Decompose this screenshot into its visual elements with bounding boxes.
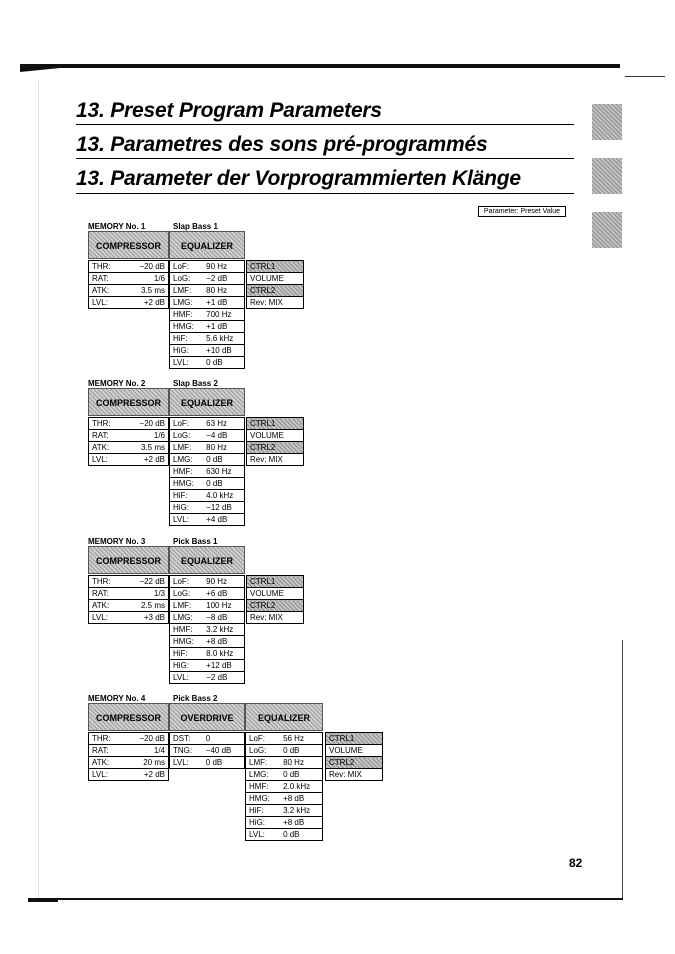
param-row xyxy=(170,514,245,526)
ctrl-cell: CTRL2 xyxy=(247,285,304,297)
preset-name-label: Pick Bass 1 xyxy=(173,537,218,546)
param-value: −2 dB xyxy=(203,672,244,684)
param-name: HiF: xyxy=(170,490,204,502)
param-value: 0 dB xyxy=(203,454,244,466)
compressor-header: COMPRESSOR xyxy=(88,388,169,416)
compressor-table xyxy=(88,575,169,624)
equalizer-table xyxy=(169,417,245,526)
title-english: 13. Preset Program Parameters xyxy=(76,99,382,122)
param-name: LoG: xyxy=(170,588,204,600)
param-row xyxy=(246,805,323,817)
param-name: HiF: xyxy=(170,333,204,345)
section-tab xyxy=(592,212,622,248)
ctrl-cell: CTRL1 xyxy=(247,576,304,588)
param-value: 100 Hz xyxy=(203,600,244,612)
param-name: LVL: xyxy=(170,672,204,684)
compressor-header: COMPRESSOR xyxy=(88,703,169,731)
param-value: +12 dB xyxy=(203,660,244,672)
compressor-table xyxy=(88,417,169,466)
ctrl-cell: CTRL1 xyxy=(326,733,383,745)
param-name: ATK: xyxy=(89,600,124,612)
param-value: −12 dB xyxy=(203,502,244,514)
param-name: THR: xyxy=(89,576,124,588)
compressor-table xyxy=(88,732,169,781)
ctrl-row xyxy=(326,745,383,757)
param-name: HMF: xyxy=(170,624,204,636)
param-name: LVL: xyxy=(170,514,204,526)
equalizer-table xyxy=(245,732,323,841)
param-name: THR: xyxy=(89,418,124,430)
compressor-header: COMPRESSOR xyxy=(88,546,169,574)
ctrl-assignment-table xyxy=(246,575,304,624)
ctrl-row xyxy=(326,769,383,781)
param-row xyxy=(246,817,323,829)
ctrl-row xyxy=(247,297,304,309)
param-name: HMG: xyxy=(170,478,204,490)
param-value: 0 dB xyxy=(280,745,322,757)
param-value: +8 dB xyxy=(280,817,322,829)
param-name: HiG: xyxy=(170,345,204,357)
param-value: 1/4 xyxy=(124,745,169,757)
param-value: 80 Hz xyxy=(280,757,322,769)
equalizer-header: EQUALIZER xyxy=(169,231,245,259)
param-row xyxy=(170,478,245,490)
param-name: LMG: xyxy=(170,612,204,624)
param-name: HiG: xyxy=(246,817,281,829)
equalizer-header: EQUALIZER xyxy=(245,703,323,731)
param-name: RAT: xyxy=(89,588,124,600)
param-value: 56 Hz xyxy=(280,733,322,745)
ctrl-row xyxy=(247,442,304,454)
param-value: 4.0 kHz xyxy=(203,490,244,502)
param-value: −22 dB xyxy=(124,576,169,588)
param-name: LoF: xyxy=(170,418,204,430)
param-value: 1/3 xyxy=(124,588,169,600)
overdrive-table xyxy=(169,732,245,769)
param-row xyxy=(170,430,245,442)
param-row xyxy=(170,442,245,454)
param-value: 1/6 xyxy=(124,273,169,285)
param-value: 8.0 kHz xyxy=(203,648,244,660)
param-value: −8 dB xyxy=(203,612,244,624)
ctrl-row xyxy=(247,588,304,600)
param-value: +1 dB xyxy=(203,297,244,309)
param-name: TNG: xyxy=(170,745,203,757)
param-row xyxy=(170,333,245,345)
param-row xyxy=(89,588,169,600)
param-name: LMF: xyxy=(170,600,204,612)
param-row xyxy=(170,297,245,309)
param-value: 700 Hz xyxy=(203,309,244,321)
param-value: 630 Hz xyxy=(203,466,244,478)
ctrl-cell: Rev: MIX xyxy=(326,769,383,781)
param-value: 63 Hz xyxy=(203,418,244,430)
right-margin-line xyxy=(622,640,623,900)
param-name: LoF: xyxy=(170,261,204,273)
param-name: LoF: xyxy=(246,733,281,745)
param-row xyxy=(246,781,323,793)
param-row xyxy=(170,490,245,502)
param-value: 1/6 xyxy=(124,430,169,442)
param-row xyxy=(170,672,245,684)
ctrl-row xyxy=(247,285,304,297)
param-row xyxy=(89,576,169,588)
param-row xyxy=(89,273,169,285)
title-german: 13. Parameter der Vorprogrammierten Klänge xyxy=(76,167,521,190)
param-row xyxy=(170,757,245,769)
title-rule xyxy=(76,124,574,125)
param-value: +3 dB xyxy=(124,612,169,624)
param-row xyxy=(170,285,245,297)
memory-number-label: MEMORY No. 1 xyxy=(88,222,146,231)
param-name: HiG: xyxy=(170,502,204,514)
param-name: LMF: xyxy=(170,442,204,454)
param-name: LVL: xyxy=(89,297,124,309)
param-row xyxy=(246,793,323,805)
param-row xyxy=(170,502,245,514)
param-name: LoF: xyxy=(170,576,204,588)
param-row xyxy=(89,733,169,745)
param-value: 80 Hz xyxy=(203,442,244,454)
param-value: −4 dB xyxy=(203,430,244,442)
param-name: HiF: xyxy=(246,805,281,817)
section-tab xyxy=(592,104,622,140)
param-value: −20 dB xyxy=(124,261,169,273)
param-name: HMF: xyxy=(170,466,204,478)
param-value: 3.2 kHz xyxy=(203,624,244,636)
ctrl-cell: Rev: MIX xyxy=(247,454,304,466)
param-row xyxy=(170,466,245,478)
param-value: +8 dB xyxy=(203,636,244,648)
param-row xyxy=(246,769,323,781)
preset-name-label: Pick Bass 2 xyxy=(173,694,218,703)
param-row xyxy=(246,829,323,841)
compressor-header: COMPRESSOR xyxy=(88,231,169,259)
param-row xyxy=(89,769,169,781)
param-name: LMG: xyxy=(170,454,204,466)
param-row xyxy=(89,745,169,757)
compressor-table xyxy=(88,260,169,309)
param-value: +2 dB xyxy=(124,454,169,466)
param-name: DST: xyxy=(170,733,203,745)
param-value: 0 dB xyxy=(280,829,322,841)
ctrl-cell: VOLUME xyxy=(247,273,304,285)
ctrl-cell: CTRL2 xyxy=(326,757,383,769)
equalizer-table xyxy=(169,260,245,369)
left-margin-line xyxy=(38,80,39,900)
param-row xyxy=(89,285,169,297)
param-name: LVL: xyxy=(89,769,124,781)
param-name: LVL: xyxy=(170,357,204,369)
param-name: HMF: xyxy=(170,309,204,321)
param-row xyxy=(170,309,245,321)
param-name: LVL: xyxy=(89,454,124,466)
ctrl-row xyxy=(247,273,304,285)
param-name: RAT: xyxy=(89,273,124,285)
param-name: ATK: xyxy=(89,442,124,454)
param-row xyxy=(170,345,245,357)
ctrl-row xyxy=(247,430,304,442)
param-value: +8 dB xyxy=(280,793,322,805)
param-row xyxy=(89,600,169,612)
param-value: −40 dB xyxy=(203,745,245,757)
param-row xyxy=(170,612,245,624)
equalizer-header: EQUALIZER xyxy=(169,388,245,416)
param-row xyxy=(170,261,245,273)
param-value: −20 dB xyxy=(124,733,169,745)
param-value: 2.0 kHz xyxy=(280,781,322,793)
param-name: ATK: xyxy=(89,285,124,297)
ctrl-row xyxy=(247,576,304,588)
param-row xyxy=(89,418,169,430)
param-row xyxy=(89,297,169,309)
param-row xyxy=(170,745,245,757)
param-row xyxy=(170,588,245,600)
ctrl-assignment-table xyxy=(325,732,383,781)
param-value: 0 xyxy=(203,733,245,745)
ctrl-row xyxy=(247,600,304,612)
param-value: 2.5 ms xyxy=(124,600,169,612)
param-name: LVL: xyxy=(246,829,281,841)
param-value: 5.6 kHz xyxy=(203,333,244,345)
param-row xyxy=(170,660,245,672)
param-name: LoG: xyxy=(170,273,204,285)
top-rule xyxy=(20,64,620,68)
title-rule xyxy=(76,158,574,159)
ctrl-cell: VOLUME xyxy=(247,588,304,600)
ctrl-row xyxy=(247,612,304,624)
param-value: +4 dB xyxy=(203,514,244,526)
ctrl-row xyxy=(326,757,383,769)
ctrl-row xyxy=(247,261,304,273)
param-value: 3.2 kHz xyxy=(280,805,322,817)
param-value: 90 Hz xyxy=(203,261,244,273)
param-row xyxy=(170,600,245,612)
param-name: HMG: xyxy=(170,321,204,333)
ctrl-row xyxy=(247,454,304,466)
ctrl-assignment-table xyxy=(246,260,304,309)
param-value: +1 dB xyxy=(203,321,244,333)
param-row xyxy=(170,454,245,466)
param-value: 0 dB xyxy=(203,478,244,490)
ctrl-cell: Rev: MIX xyxy=(247,612,304,624)
param-value: 3.5 ms xyxy=(124,285,169,297)
ctrl-assignment-table xyxy=(246,417,304,466)
param-row xyxy=(170,624,245,636)
param-row xyxy=(170,733,245,745)
param-row xyxy=(89,612,169,624)
ctrl-cell: CTRL1 xyxy=(247,418,304,430)
param-row xyxy=(246,733,323,745)
param-name: LVL: xyxy=(89,612,124,624)
param-name: THR: xyxy=(89,733,124,745)
bottom-rule xyxy=(28,898,623,900)
title-rule xyxy=(76,193,574,194)
param-value: 90 Hz xyxy=(203,576,244,588)
overdrive-header: OVERDRIVE xyxy=(169,703,245,731)
ctrl-cell: CTRL2 xyxy=(247,600,304,612)
param-value: −20 dB xyxy=(124,418,169,430)
param-name: LoG: xyxy=(170,430,204,442)
param-name: HMG: xyxy=(170,636,204,648)
ctrl-cell: VOLUME xyxy=(247,430,304,442)
param-value: +6 dB xyxy=(203,588,244,600)
legend-box: Parameter: Preset Value xyxy=(478,206,566,217)
preset-name-label: Slap Bass 1 xyxy=(173,222,218,231)
param-name: THR: xyxy=(89,261,124,273)
param-row xyxy=(170,648,245,660)
param-name: LVL: xyxy=(170,757,203,769)
param-row xyxy=(170,321,245,333)
param-row xyxy=(170,357,245,369)
param-row xyxy=(170,418,245,430)
ctrl-cell: CTRL2 xyxy=(247,442,304,454)
param-row xyxy=(170,636,245,648)
ctrl-cell: Rev: MIX xyxy=(247,297,304,309)
ctrl-row xyxy=(247,418,304,430)
param-name: RAT: xyxy=(89,745,124,757)
param-name: ATK: xyxy=(89,757,124,769)
param-name: LoG: xyxy=(246,745,281,757)
param-name: HiG: xyxy=(170,660,204,672)
param-row xyxy=(89,261,169,273)
param-value: 80 Hz xyxy=(203,285,244,297)
param-value: 3.5 ms xyxy=(124,442,169,454)
ctrl-cell: VOLUME xyxy=(326,745,383,757)
param-value: +2 dB xyxy=(124,297,169,309)
preset-name-label: Slap Bass 2 xyxy=(173,379,218,388)
param-value: +10 dB xyxy=(203,345,244,357)
equalizer-header: EQUALIZER xyxy=(169,546,245,574)
param-value: 0 dB xyxy=(203,357,244,369)
param-row xyxy=(89,442,169,454)
ctrl-row xyxy=(326,733,383,745)
param-name: HiF: xyxy=(170,648,204,660)
param-value: 20 ms xyxy=(124,757,169,769)
ctrl-cell: CTRL1 xyxy=(247,261,304,273)
top-right-rule xyxy=(625,76,665,77)
top-rule-wedge xyxy=(20,64,60,72)
param-name: LMF: xyxy=(170,285,204,297)
param-name: HMG: xyxy=(246,793,281,805)
param-value: 0 dB xyxy=(203,757,245,769)
memory-number-label: MEMORY No. 2 xyxy=(88,379,146,388)
param-name: HMF: xyxy=(246,781,281,793)
param-row xyxy=(89,430,169,442)
param-value: +2 dB xyxy=(124,769,169,781)
memory-number-label: MEMORY No. 4 xyxy=(88,694,146,703)
param-value: −2 dB xyxy=(203,273,244,285)
param-row xyxy=(170,576,245,588)
param-name: LMG: xyxy=(170,297,204,309)
param-name: RAT: xyxy=(89,430,124,442)
param-value: 0 dB xyxy=(280,769,322,781)
param-name: LMF: xyxy=(246,757,281,769)
param-name: LMG: xyxy=(246,769,281,781)
param-row xyxy=(89,757,169,769)
param-row xyxy=(246,745,323,757)
title-french: 13. Parametres des sons pré-programmés xyxy=(76,133,488,156)
memory-number-label: MEMORY No. 3 xyxy=(88,537,146,546)
page-number: 82 xyxy=(569,856,583,870)
param-row xyxy=(246,757,323,769)
param-row xyxy=(170,273,245,285)
section-tab xyxy=(592,158,622,194)
equalizer-table xyxy=(169,575,245,684)
param-row xyxy=(89,454,169,466)
